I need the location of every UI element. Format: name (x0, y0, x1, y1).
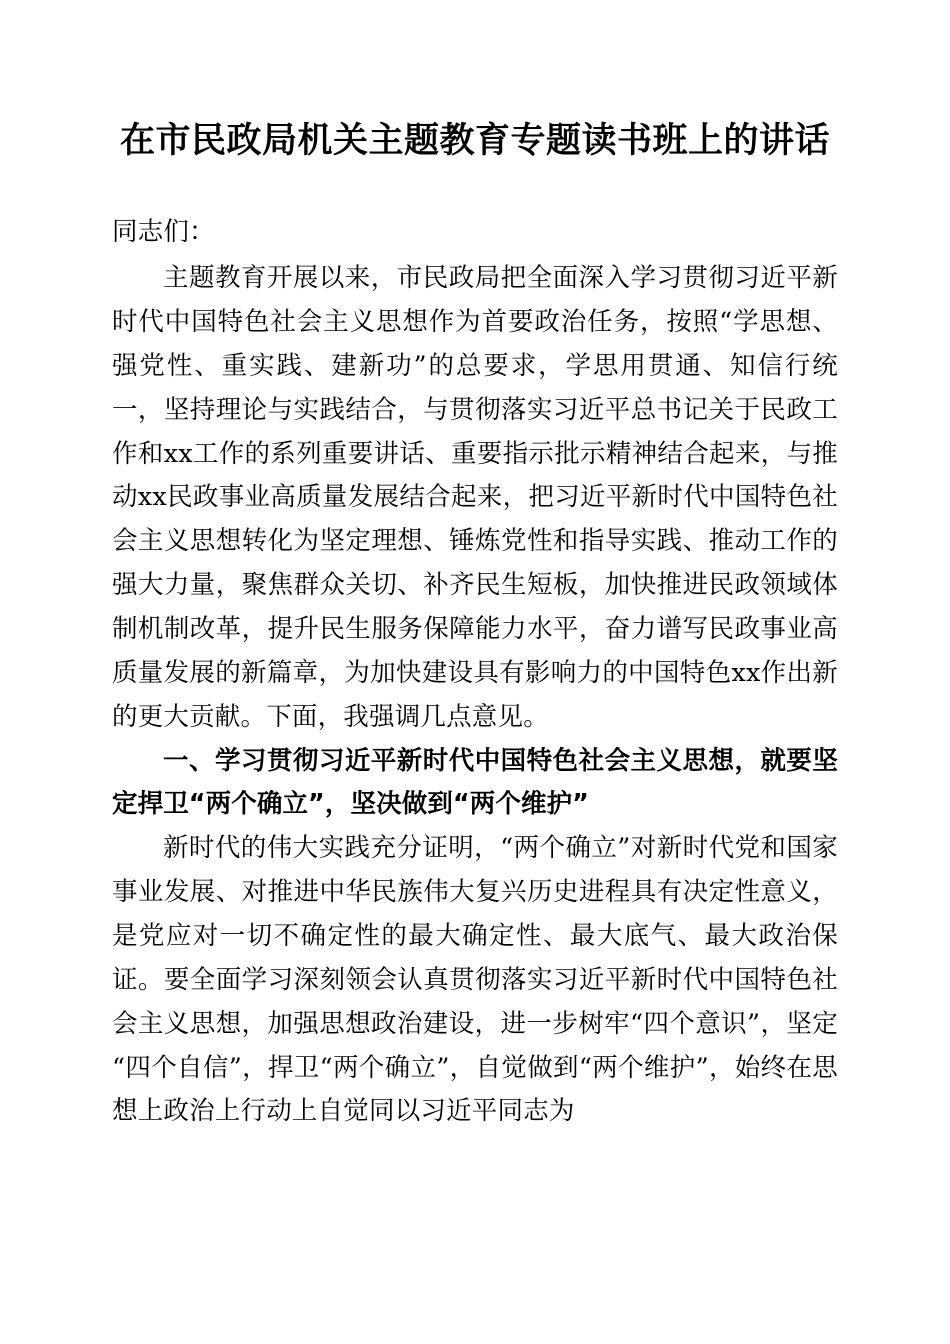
paragraph-section-one-body: 新时代的伟大实践充分证明，“两个确立”对新时代党和国家事业发展、对推进中华民族伟大复兴历史进程具有决定性意义，是党应对一切不确定性的最大确定性、最大底气、最大政治保证。要全面学习深刻领会认真贯彻落实习近平新时代中国特色社会主义思想，加强思想政治建设，进一步树牢“四个意识”，坚定“四个自信”，捍卫“两个确立”，自觉做到“两个维护”，始终在思想上政治上行动上自觉同以习近平同志为 (112, 833, 838, 1127)
salutation: 同志们： (112, 217, 215, 248)
paragraph-intro: 主题教育开展以来，市民政局把全面深入学习贯彻习近平新时代中国特色社会主义思想作为首要政治任务，按照“学思想、强党性、重实践、建新功”的总要求，学思用贯通、知信行统一，坚持理论与实践结合，与贯彻落实习近平总书记关于民政工作和xx工作的系列重要讲话、重要指示批示精神结合起来，与推动xx民政事业高质量发展结合起来，把习近平新时代中国特色社会主义思想转化为坚定理想、锤炼党性和指导实践、推动工作的强大力量，聚焦群众关切、补齐民生短板，加快推进民政领域体制机制改革，提升民生服务保障能力水平，奋力谱写民政事业高质量发展的新篇章，为加快建设具有影响力的中国特色xx作出新的更大贡献。下面，我强调几点意见。 (112, 263, 838, 732)
page-title: 在市民政局机关主题教育专题读书班上的讲话 (119, 121, 830, 161)
section-heading-one: 一、学习贯彻习近平新时代中国特色社会主义思想，就要坚定捍卫“两个确立”，坚决做到“两个维护” (112, 745, 838, 820)
